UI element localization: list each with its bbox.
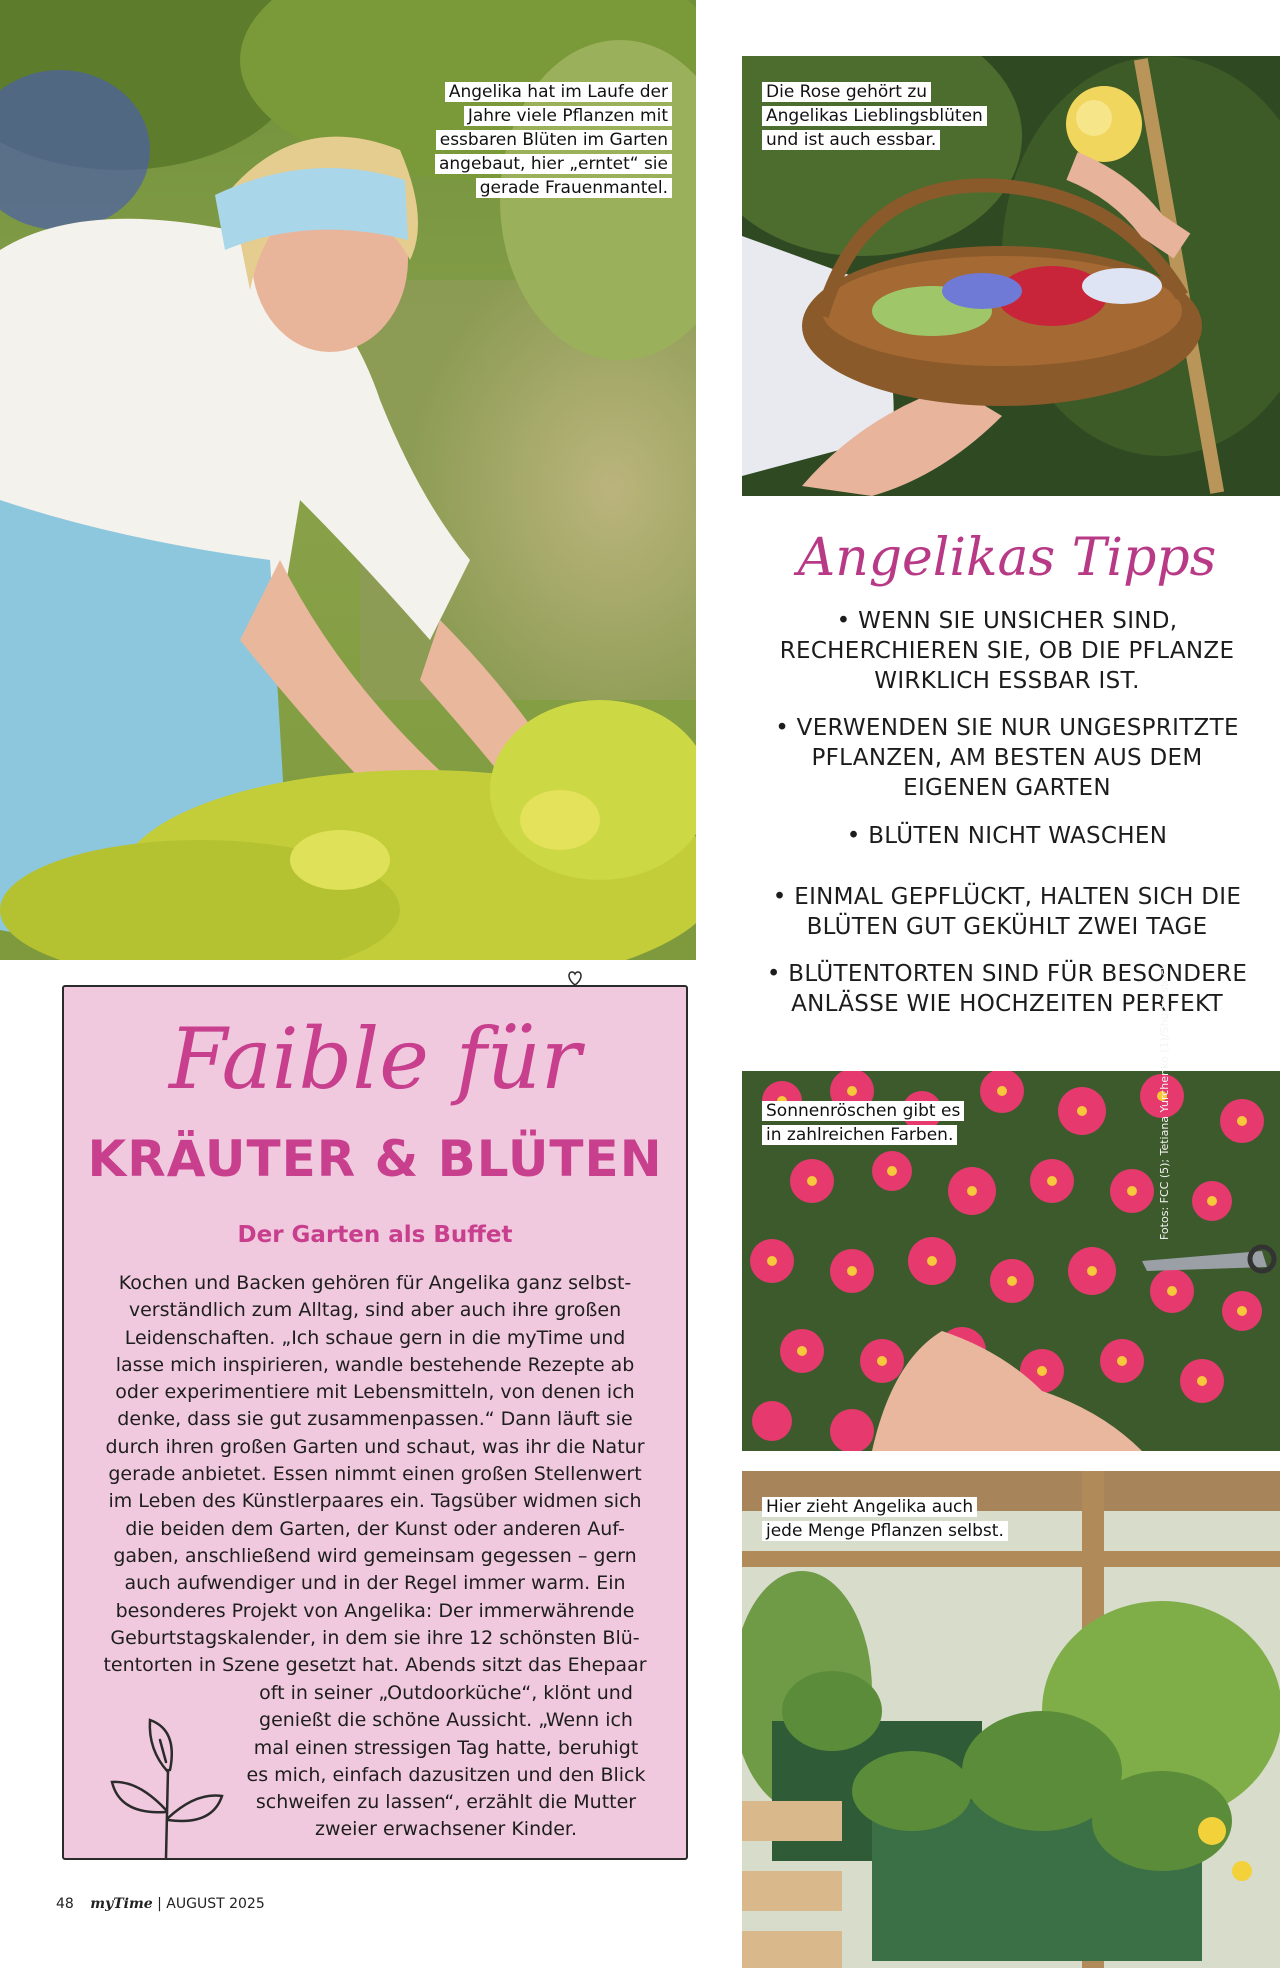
greenhouse-seedlings-photo bbox=[742, 1471, 1280, 1968]
article-subheading: Der Garten als Buffet bbox=[237, 1222, 513, 1248]
photo-credit: Fotos: FCC (5); Tetiana Yurchenko (1)/Shutterstock bbox=[1158, 963, 1171, 1240]
page-footer bbox=[56, 1896, 265, 1920]
rock-rose-caption: Sonnenröschen gibt es in zahlreichen Farben. bbox=[762, 1099, 1002, 1149]
main-photo-caption: Angelika hat im Laufe der Jahre viele Pflanzen mit essbaren Blüten im Garten angebaut, hier „erntet“ sie gerade Frauenmantel. bbox=[400, 80, 672, 204]
tips-title: Angelikas Tipps bbox=[797, 528, 1217, 588]
headline-caps: KRÄUTER & BLÜTEN bbox=[87, 1130, 663, 1188]
magazine-brand: myTime bbox=[90, 1896, 153, 1912]
tip-item: • EINMAL GEPFLÜCKT, HALTEN SICH DIE BLÜTEN GUT GEKÜHLT ZWEI TAGE bbox=[772, 884, 1242, 940]
tip-item: • BLÜTENTORTEN SIND FÜR BESONDERE ANLÄSSE WIE HOCHZEITEN PERFEKT bbox=[766, 961, 1248, 1017]
heart-pin-icon bbox=[565, 968, 585, 988]
tip-item: • WENN SIE UNSICHER SIND, RECHERCHIEREN SIE, OB DIE PFLANZE WIRKLICH ESSBAR IST. bbox=[779, 608, 1235, 694]
article-body: Kochen und Backen gehören für Angelika ganz selbst- verständlich zum Alltag, sind aber auch ihre großen Leidenschaften. „Ich schaue gern in die myTime und lasse mich inspirieren, wandle bestehende Rezepte ab oder experimentiere mit Lebensmitteln, von denen ich denke, dass sie gut zusammenpassen.“ Dann läuft sie durch ihren großen Garten und schaut, was ihr die Natur gerade anbietet. Essen nimmt einen großen Stellenwert im Leben des Künstlerpaares ein. Tagsüber widmen sich die beiden dem Garten, der Kunst oder anderen Auf- gaben, anschließend wird gemeinsam gegessen – gern auch aufwendiger und in der Regel immer warm. Ein besonderes Projekt von Angelika: Der immerwährende Geburtstagskalender, in dem sie ihre 12 schönsten Blü- tentorten in Szene gesetzt hat. Abends sitzt das Ehepaar bbox=[103, 1272, 647, 1677]
sprout-icon bbox=[108, 1710, 226, 1860]
issue-label: | AUGUST 2025 bbox=[157, 1896, 265, 1912]
greenhouse-caption: Hier zieht Angelika auch jede Menge Pflanzen selbst. bbox=[762, 1495, 1032, 1545]
page-number: 48 bbox=[56, 1896, 74, 1912]
headline-script: Faible für bbox=[169, 1010, 581, 1108]
tip-item: • VERWENDEN SIE NUR UNGESPRITZTE PFLANZEN, AM BESTEN AUS DEM EIGENEN GARTEN bbox=[775, 715, 1239, 801]
article-body-continued: oft in seiner „Outdoorküche“, klönt und genießt die schöne Aussicht. „Wenn ich mal einen stressigen Tag hatte, beruhigt es mich, einfach dazusitzen und den Blick schweifen zu lassen“, erzählt die Mutter zweier erwachsener Kinder. bbox=[246, 1682, 646, 1841]
rose-photo-caption: Die Rose gehört zu Angelikas Lieblingsblüten und ist auch essbar. bbox=[762, 80, 1022, 154]
tip-item: • BLÜTEN NICHT WASCHEN bbox=[846, 823, 1168, 849]
